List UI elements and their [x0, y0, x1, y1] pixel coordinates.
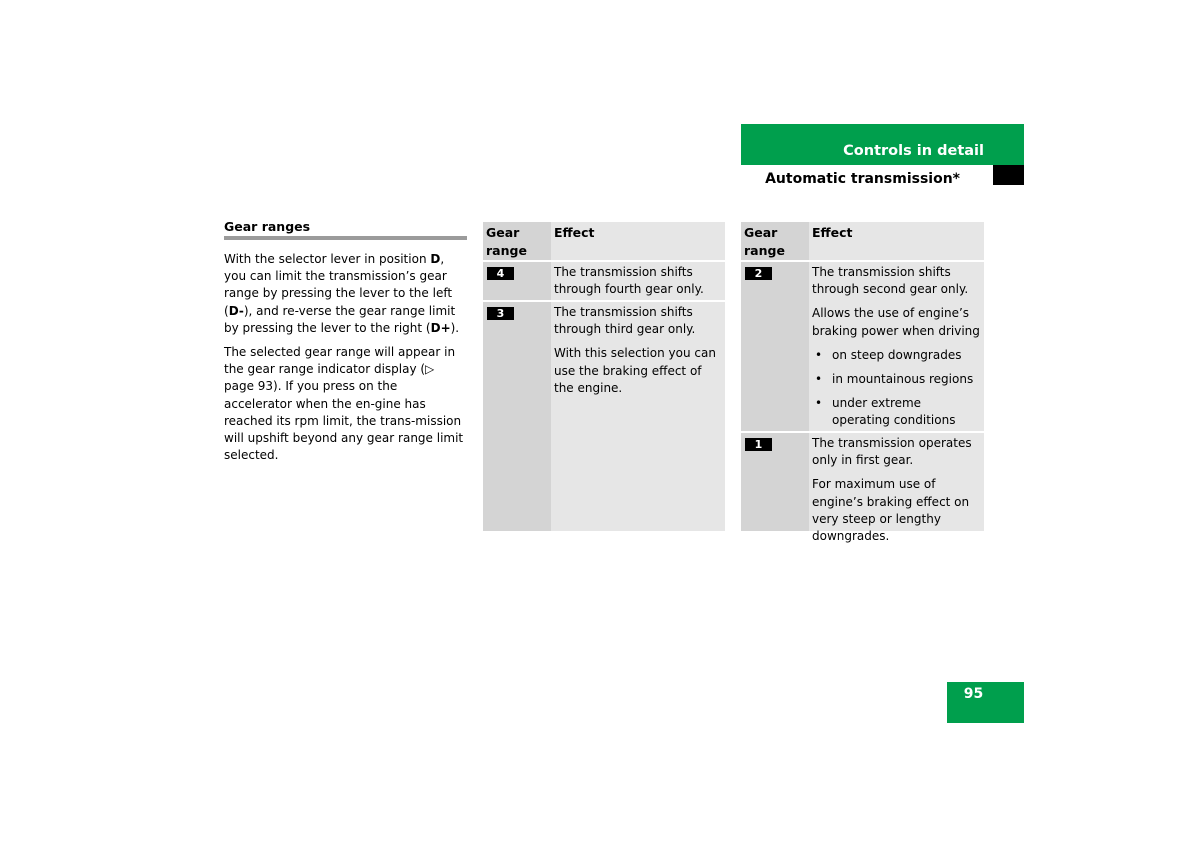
- bullet-item: • on steep downgrades: [815, 347, 962, 362]
- gear-2-badge: 2: [745, 267, 772, 280]
- gear-ranges-heading: Gear ranges: [224, 219, 311, 234]
- row-divider: [483, 260, 725, 262]
- section-title: Controls in detail: [843, 143, 984, 159]
- gear-3-badge: 3: [487, 307, 514, 320]
- table-row: The transmission shifts through second gear only. Allows the use of engine’s braking power when driving • on steep downgrades • in mountainous regions • under extreme operating conditions: [812, 264, 981, 430]
- header-tab-marker: [993, 165, 1024, 185]
- intro-paragraph: With the selector lever in position D, you can limit the transmission’s gear range by pressing the lever to the left (D-), and re-verse the gear range limit by pressing the lever to the right (D+).: [224, 252, 460, 335]
- row-divider: [483, 300, 725, 302]
- bullet-item: • under extreme operating conditions: [815, 396, 956, 428]
- page-number: 95: [963, 686, 984, 702]
- gear-range-header: Gear range: [486, 225, 527, 258]
- table-row: The transmission shifts through third gear only. With this selection you can use the braking effect of the engine.: [554, 305, 716, 395]
- effect-header: Effect: [554, 225, 595, 240]
- subsection-title: Automatic transmission*: [765, 171, 960, 187]
- heading-rule: [224, 236, 467, 240]
- gear-1-badge: 1: [745, 438, 772, 451]
- bullet-item: • in mountainous regions: [815, 372, 974, 387]
- effect-header: Effect: [812, 225, 853, 240]
- table-row: The transmission shifts through fourth gear only.: [554, 265, 704, 297]
- gear-table-right: [741, 222, 984, 544]
- indicator-paragraph: The selected gear range will appear in the gear range indicator display (▷ page 93). If you press on the accelerator when the en-gine has reached its rpm limit, the trans-mission will upshift beyond any gear range limit selected.: [224, 345, 464, 463]
- gear-4-badge: 4: [487, 267, 514, 280]
- gear-table-left: [483, 222, 725, 531]
- row-divider: [741, 260, 984, 262]
- row-divider: [741, 431, 984, 433]
- table-row: The transmission operates only in first gear. For maximum use of engine’s braking effect on very steep or lengthy downgrades.: [812, 436, 972, 544]
- gear-range-header: Gear range: [744, 225, 785, 258]
